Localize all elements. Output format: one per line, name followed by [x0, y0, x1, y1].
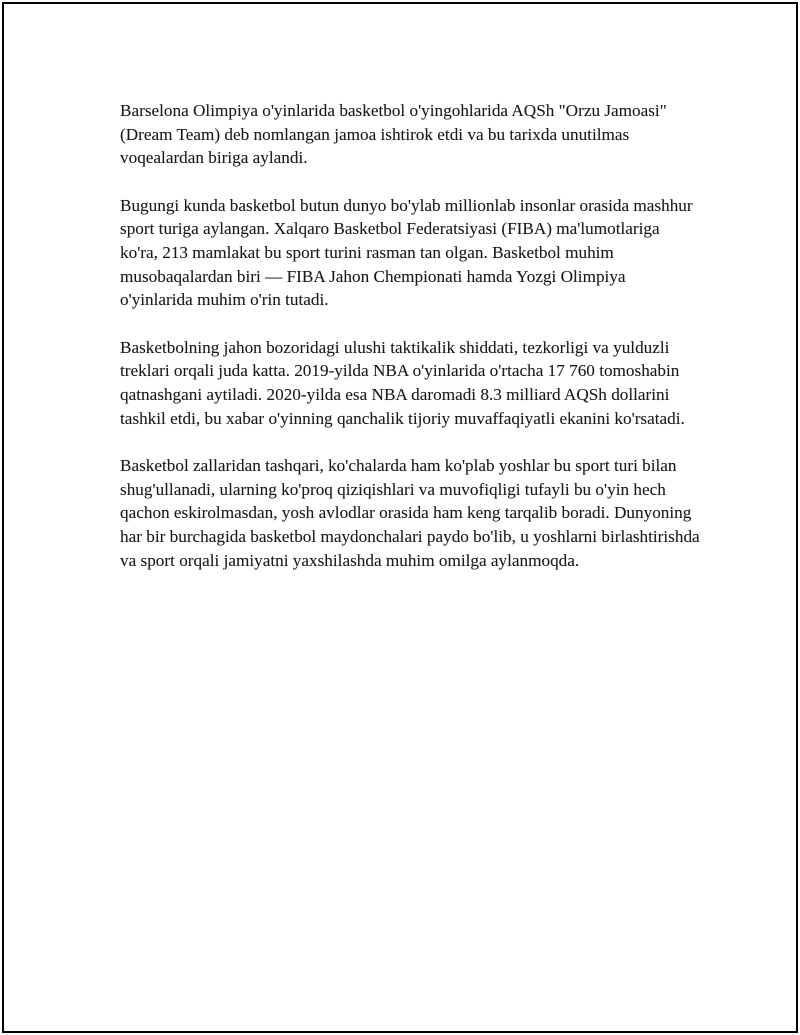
paragraph-street-basketball: Basketbol zallaridan tashqari, ko'chalarda ham ko'plab yoshlar bu sport turi bilan shug'ullanadi, ularning ko'proq qiziqishlari va muvofiqligi tufayli bu o'yin hech qachon eskirolmasdan, yosh avlodlar orasida ham keng tarqalib boradi. Dunyoning har bir burchagida basketbol maydonchalari paydo bo'lib, u yoshlarni birlashtirishda va sport orqali jamiyatni yaxshilashda muhim omilga aylanmoqda.	[120, 456, 700, 570]
paragraph-fiba: Bugungi kunda basketbol butun dunyo bo'ylab millionlab insonlar orasida mashhur sport turiga aylangan. Xalqaro Basketbol Federatsiyasi (FIBA) ma'lumotlariga ko'ra, 213 mamlakat bu sport turini rasman tan olgan. Basketbol muhim musobaqalardan biri — FIBA Jahon Chempionati hamda Yozgi Olimpiya o'yinlarida muhim o'rin tutadi.	[120, 195, 693, 310]
document-body	[120, 99, 700, 596]
document-page	[2, 2, 798, 1033]
paragraph-dream-team: Barselona Olimpiya o'yinlarida basketbol o'yingohlarida AQSh "Orzu Jamoasi" (Dream Team) deb nomlangan jamoa ishtirok etdi va bu tarixda unutilmas voqealardan biriga aylandi.	[120, 101, 667, 168]
paragraph-nba: Basketbolning jahon bozoridagi ulushi taktikalik shiddati, tezkorligi va yulduzli treklari orqali juda katta. 2019-yilda NBA o'yinlarida o'rtacha 17 760 tomoshabin qatnashgani aytiladi. 2020-yilda esa NBA daromadi 8.3 milliard AQSh dollarini tashkil etdi, bu xabar o'yinning qanchalik tijoriy muvaffaqiyatli ekanini ko'rsatadi.	[120, 337, 685, 428]
